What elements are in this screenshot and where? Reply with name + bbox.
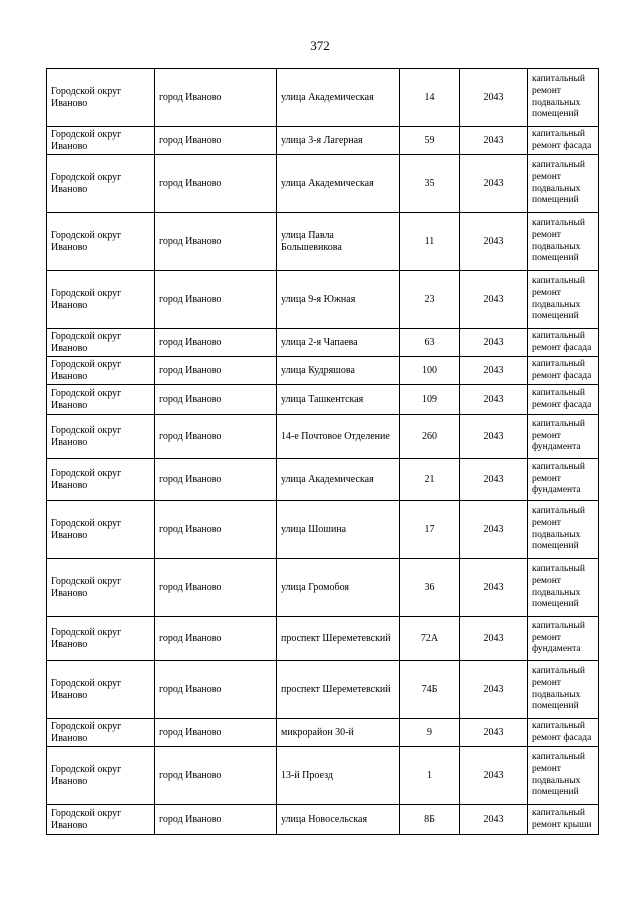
table-row bbox=[47, 501, 599, 559]
work-type-cell: капитальный ремонт подвальных помещений bbox=[528, 661, 599, 719]
house-number-cell: 109 bbox=[400, 385, 460, 415]
year-cell: 2043 bbox=[460, 213, 528, 271]
year-cell: 2043 bbox=[460, 459, 528, 501]
page-number: 372 bbox=[310, 38, 330, 53]
work-type-cell: капитальный ремонт фасада bbox=[528, 719, 599, 747]
okrug-cell: Городской округ Иваново bbox=[47, 459, 155, 501]
street-cell: 13-й Проезд bbox=[277, 747, 400, 805]
okrug-cell: Городской округ Иваново bbox=[47, 559, 155, 617]
work-type-cell: капитальный ремонт крыши bbox=[528, 805, 599, 835]
work-type-cell: капитальный ремонт фасада bbox=[528, 127, 599, 155]
city-cell: город Иваново bbox=[155, 329, 277, 357]
house-number-cell: 59 bbox=[400, 127, 460, 155]
okrug-cell: Городской округ Иваново bbox=[47, 719, 155, 747]
house-number-cell: 21 bbox=[400, 459, 460, 501]
year-cell: 2043 bbox=[460, 805, 528, 835]
work-type-cell: капитальный ремонт фасада bbox=[528, 357, 599, 385]
year-cell: 2043 bbox=[460, 271, 528, 329]
street-cell: улица Громобоя bbox=[277, 559, 400, 617]
city-cell: город Иваново bbox=[155, 415, 277, 459]
street-cell: улица Ташкентская bbox=[277, 385, 400, 415]
year-cell: 2043 bbox=[460, 747, 528, 805]
okrug-cell: Городской округ Иваново bbox=[47, 661, 155, 719]
work-type-cell: капитальный ремонт фундамента bbox=[528, 415, 599, 459]
work-type-cell: капитальный ремонт фундамента bbox=[528, 617, 599, 661]
city-cell: город Иваново bbox=[155, 501, 277, 559]
street-cell: улица Павла Большевикова bbox=[277, 213, 400, 271]
okrug-cell: Городской округ Иваново bbox=[47, 357, 155, 385]
table-row bbox=[47, 559, 599, 617]
house-number-cell: 8Б bbox=[400, 805, 460, 835]
work-type-cell: капитальный ремонт подвальных помещений bbox=[528, 501, 599, 559]
year-cell: 2043 bbox=[460, 661, 528, 719]
table-row bbox=[47, 385, 599, 415]
house-number-cell: 35 bbox=[400, 155, 460, 213]
city-cell: город Иваново bbox=[155, 559, 277, 617]
city-cell: город Иваново bbox=[155, 747, 277, 805]
okrug-cell: Городской округ Иваново bbox=[47, 271, 155, 329]
street-cell: улица Новосельская bbox=[277, 805, 400, 835]
table-row bbox=[47, 661, 599, 719]
okrug-cell: Городской округ Иваново bbox=[47, 69, 155, 127]
city-cell: город Иваново bbox=[155, 385, 277, 415]
work-type-cell: капитальный ремонт фасада bbox=[528, 385, 599, 415]
city-cell: город Иваново bbox=[155, 661, 277, 719]
table-row bbox=[47, 69, 599, 127]
year-cell: 2043 bbox=[460, 617, 528, 661]
street-cell: улица Академическая bbox=[277, 69, 400, 127]
house-number-cell: 72А bbox=[400, 617, 460, 661]
house-number-cell: 1 bbox=[400, 747, 460, 805]
table-row bbox=[47, 155, 599, 213]
house-number-cell: 11 bbox=[400, 213, 460, 271]
street-cell: проспект Шереметевский bbox=[277, 617, 400, 661]
year-cell: 2043 bbox=[460, 69, 528, 127]
okrug-cell: Городской округ Иваново bbox=[47, 213, 155, 271]
table-row bbox=[47, 357, 599, 385]
okrug-cell: Городской округ Иваново bbox=[47, 127, 155, 155]
repair-schedule-table bbox=[46, 68, 599, 835]
year-cell: 2043 bbox=[460, 127, 528, 155]
okrug-cell: Городской округ Иваново bbox=[47, 329, 155, 357]
house-number-cell: 260 bbox=[400, 415, 460, 459]
okrug-cell: Городской округ Иваново bbox=[47, 805, 155, 835]
house-number-cell: 14 bbox=[400, 69, 460, 127]
city-cell: город Иваново bbox=[155, 357, 277, 385]
table-row bbox=[47, 271, 599, 329]
table-row bbox=[47, 719, 599, 747]
work-type-cell: капитальный ремонт подвальных помещений bbox=[528, 747, 599, 805]
city-cell: город Иваново bbox=[155, 155, 277, 213]
street-cell: проспект Шереметевский bbox=[277, 661, 400, 719]
table-row bbox=[47, 459, 599, 501]
street-cell: улица Шошина bbox=[277, 501, 400, 559]
city-cell: город Иваново bbox=[155, 617, 277, 661]
city-cell: город Иваново bbox=[155, 719, 277, 747]
house-number-cell: 17 bbox=[400, 501, 460, 559]
street-cell: улица Академическая bbox=[277, 459, 400, 501]
street-cell: улица 2-я Чапаева bbox=[277, 329, 400, 357]
year-cell: 2043 bbox=[460, 415, 528, 459]
street-cell: улица Кудряшова bbox=[277, 357, 400, 385]
city-cell: город Иваново bbox=[155, 271, 277, 329]
house-number-cell: 74Б bbox=[400, 661, 460, 719]
city-cell: город Иваново bbox=[155, 213, 277, 271]
work-type-cell: капитальный ремонт подвальных помещений bbox=[528, 155, 599, 213]
okrug-cell: Городской округ Иваново bbox=[47, 415, 155, 459]
year-cell: 2043 bbox=[460, 719, 528, 747]
okrug-cell: Городской округ Иваново bbox=[47, 501, 155, 559]
year-cell: 2043 bbox=[460, 559, 528, 617]
work-type-cell: капитальный ремонт подвальных помещений bbox=[528, 271, 599, 329]
street-cell: микрорайон 30-й bbox=[277, 719, 400, 747]
house-number-cell: 9 bbox=[400, 719, 460, 747]
okrug-cell: Городской округ Иваново bbox=[47, 385, 155, 415]
street-cell: 14-е Почтовое Отделение bbox=[277, 415, 400, 459]
table-row bbox=[47, 617, 599, 661]
year-cell: 2043 bbox=[460, 357, 528, 385]
city-cell: город Иваново bbox=[155, 459, 277, 501]
work-type-cell: капитальный ремонт подвальных помещений bbox=[528, 559, 599, 617]
city-cell: город Иваново bbox=[155, 127, 277, 155]
street-cell: улица 3-я Лагерная bbox=[277, 127, 400, 155]
house-number-cell: 23 bbox=[400, 271, 460, 329]
table-row bbox=[47, 329, 599, 357]
table-row bbox=[47, 747, 599, 805]
year-cell: 2043 bbox=[460, 155, 528, 213]
okrug-cell: Городской округ Иваново bbox=[47, 155, 155, 213]
year-cell: 2043 bbox=[460, 385, 528, 415]
table-row bbox=[47, 213, 599, 271]
street-cell: улица 9-я Южная bbox=[277, 271, 400, 329]
okrug-cell: Городской округ Иваново bbox=[47, 617, 155, 661]
table-row bbox=[47, 415, 599, 459]
street-cell: улица Академическая bbox=[277, 155, 400, 213]
house-number-cell: 36 bbox=[400, 559, 460, 617]
year-cell: 2043 bbox=[460, 329, 528, 357]
city-cell: город Иваново bbox=[155, 69, 277, 127]
okrug-cell: Городской округ Иваново bbox=[47, 747, 155, 805]
work-type-cell: капитальный ремонт подвальных помещений bbox=[528, 213, 599, 271]
work-type-cell: капитальный ремонт фундамента bbox=[528, 459, 599, 501]
table-row bbox=[47, 127, 599, 155]
work-type-cell: капитальный ремонт фасада bbox=[528, 329, 599, 357]
work-type-cell: капитальный ремонт подвальных помещений bbox=[528, 69, 599, 127]
house-number-cell: 100 bbox=[400, 357, 460, 385]
house-number-cell: 63 bbox=[400, 329, 460, 357]
table-row bbox=[47, 805, 599, 835]
city-cell: город Иваново bbox=[155, 805, 277, 835]
year-cell: 2043 bbox=[460, 501, 528, 559]
